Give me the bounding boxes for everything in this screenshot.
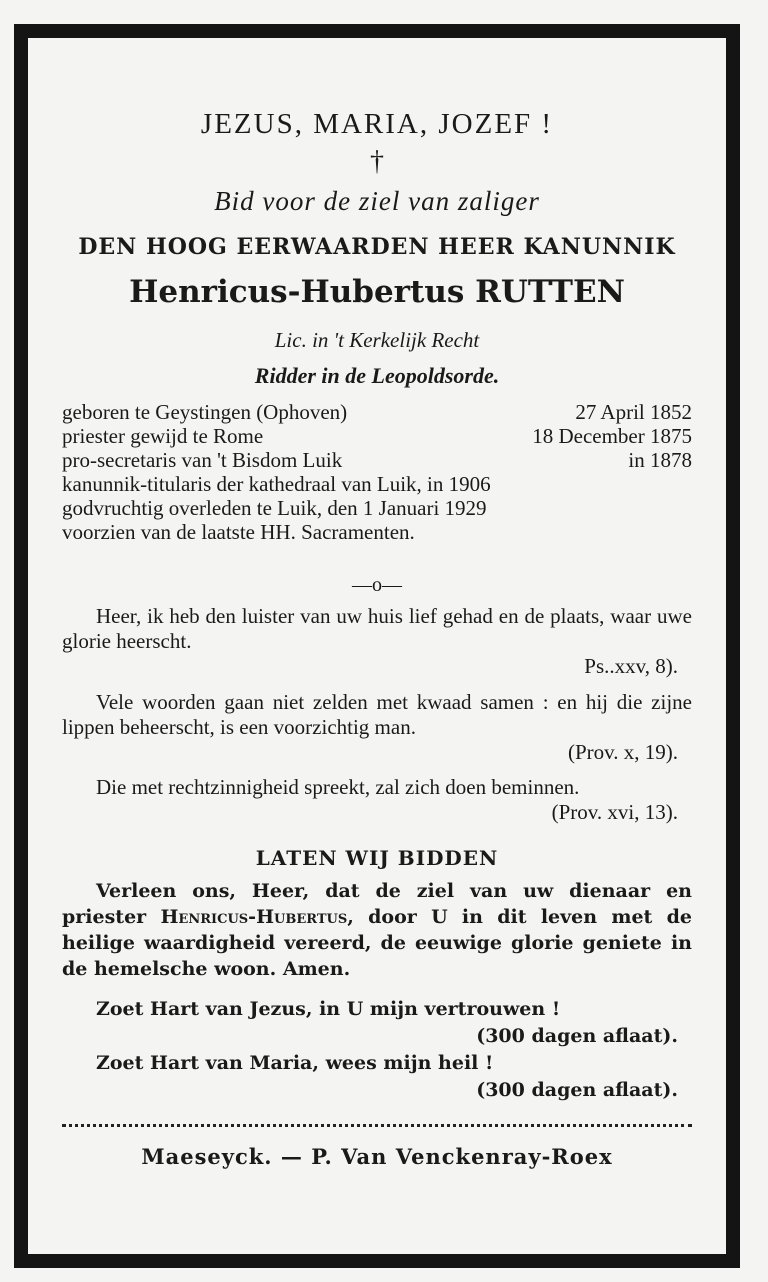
verse-text: Die met rechtzinnigheid spreekt, zal zich doen beminnen.: [96, 775, 580, 799]
verse-text: Heer, ik heb den luister van uw huis lief gehad en de plaats, waar uwe glorie heerscht.: [62, 604, 692, 653]
life-row: godvruchtig overleden te Luik, den 1 Januari 1929: [62, 496, 487, 520]
verse-1: [62, 604, 692, 679]
prayer-request: Bid voor de ziel van zaliger: [214, 186, 540, 216]
life-row: voorzien van de laatste HH. Sacramenten.: [62, 520, 415, 544]
life-row: kanunnik-titularis der kathedraal van Luik, in 1906: [62, 472, 491, 496]
priest-name: Henricus-Hubertus: [160, 906, 348, 928]
life-row: priester gewijd te Rome 18 December 1875: [62, 424, 692, 448]
invocation-jesus: Zoet Hart van Jezus, in U mijn vertrouwen !: [96, 998, 561, 1020]
deceased-name: Henricus-Hubertus RUTTEN: [129, 274, 625, 310]
life-row: geboren te Geystingen (Ophoven) 27 April 1852: [62, 400, 692, 424]
dotted-divider: [62, 1124, 692, 1127]
order-line: Ridder in de Leopoldsorde.: [254, 363, 500, 388]
invocation-heading: JEZUS, MARIA, JOZEF !: [200, 108, 554, 140]
prayer-title: LATEN WIJ BIDDEN: [255, 846, 499, 870]
verse-text: Vele woorden gaan niet zelden met kwaad samen : en hij die zijne lippen beheerscht, is een voorzichtig man.: [62, 690, 692, 739]
verse-reference: (Prov. x, 19).: [567, 740, 678, 764]
verse-reference: (Prov. xvi, 13).: [551, 800, 678, 824]
invocations: [62, 996, 692, 1104]
verse-reference: Ps..xxv, 8).: [584, 654, 678, 678]
verse-2: [62, 690, 692, 765]
degree-line: Lic. in 't Kerkelijk Recht: [274, 328, 480, 352]
separator: —o—: [352, 574, 402, 596]
memorial-card: [28, 38, 726, 1254]
prayer-text: Verleen ons, Heer, dat de ziel van uw dienaar en priester Henricus-Hubertus, door U in dit leven met de heilige waardigheid vereerd, de eeuwige glorie geniete in de hemelsche woon. Amen.: [62, 880, 692, 980]
indulgence: (300 dagen aflaat).: [476, 1025, 678, 1047]
verse-3: [62, 775, 692, 825]
life-dates: [62, 400, 692, 544]
life-row: pro-secretaris van 't Bisdom Luik in 1878: [62, 448, 692, 472]
invocation-maria: Zoet Hart van Maria, wees mijn heil !: [96, 1052, 494, 1074]
cross-icon: †: [370, 146, 384, 177]
honorific-title: DEN HOOG EERWAARDEN HEER KANUNNIK: [78, 234, 676, 260]
printer-imprint: Maeseyck. — P. Van Venckenray-Roex: [141, 1144, 613, 1169]
indulgence: (300 dagen aflaat).: [476, 1079, 678, 1101]
